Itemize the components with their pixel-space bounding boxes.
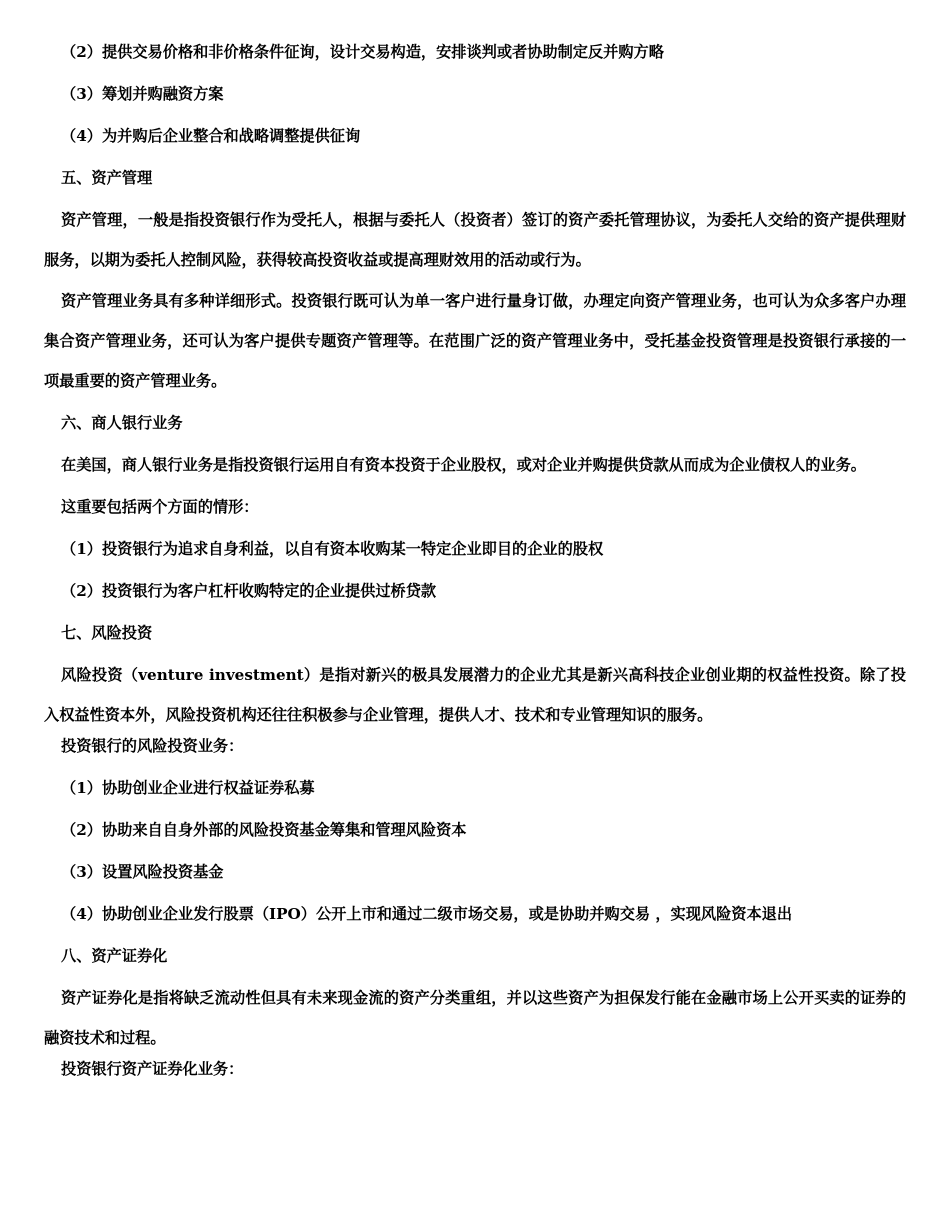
paragraph: 在美国，商人银行业务是指投资银行运用自有资本投资于企业股权，或对企业并购提供贷款从而成为企业债权人的业务。 — [61, 456, 866, 474]
text-line: 这重要包括两个方面的情形： — [61, 498, 259, 516]
section-heading: 八、资产证券化 — [61, 947, 168, 965]
section-heading: 六、商人银行业务 — [61, 414, 183, 432]
section-heading: 七、风险投资 — [61, 624, 153, 642]
paragraph: 风险投资（venture investment）是指对新兴的极具发展潜力的企业尤其是新兴高科技企业创业期的权益性投资。除了投入权益性资本外，风险投资机构还往往积极参与企业管理，提供人才、技术和专业管理知识的服务。 — [44, 666, 906, 724]
list-item: （2）协助来自自身外部的风险投资基金筹集和管理风险资本 — [61, 821, 467, 839]
paragraph: 资产证券化是指将缺乏流动性但具有未来现金流的资产分类重组，并以这些资产为担保发行能在金融市场上公开买卖的证券的融资技术和过程。 — [44, 989, 906, 1047]
list-item: （2）投资银行为客户杠杆收购特定的企业提供过桥贷款 — [61, 582, 437, 600]
text-line: 投资银行资产证券化业务： — [61, 1060, 244, 1078]
list-item: （1）协助创业企业进行权益证券私募 — [61, 779, 315, 797]
list-item: （2）提供交易价格和非价格条件征询，设计交易构造，安排谈判或者协助制定反并购方略 — [61, 43, 664, 61]
list-item: （4）协助创业企业发行股票（IPO）公开上市和通过二级市场交易，或是协助并购交易 ，实现风险资本退出 — [61, 905, 793, 923]
document-page — [44, 42, 906, 1079]
paragraph: 资产管理业务具有多种详细形式。投资银行既可认为单一客户进行量身订做，办理定向资产管理业务，也可认为众多客户办理集合资产管理业务，还可认为客户提供专题资产管理等。在范围广泛的资产管理业务中，受托基金投资管理是投资银行承接的一项最重要的资产管理业务。 — [44, 292, 906, 390]
section-heading: 五、资产管理 — [61, 169, 153, 187]
paragraph: 资产管理，一般是指投资银行作为受托人，根据与委托人（投资者）签订的资产委托管理协议，为委托人交给的资产提供理财服务，以期为委托人控制风险，获得较高投资收益或提高理财效用的活动或行为。 — [44, 211, 906, 269]
list-item: （3）筹划并购融资方案 — [61, 85, 224, 103]
text-line: 投资银行的风险投资业务： — [61, 737, 244, 755]
list-item: （1）投资银行为追求自身利益，以自有资本收购某一特定企业即目的企业的股权 — [61, 540, 604, 558]
list-item: （3）设置风险投资基金 — [61, 863, 224, 881]
list-item: （4）为并购后企业整合和战略调整提供征询 — [61, 127, 361, 145]
